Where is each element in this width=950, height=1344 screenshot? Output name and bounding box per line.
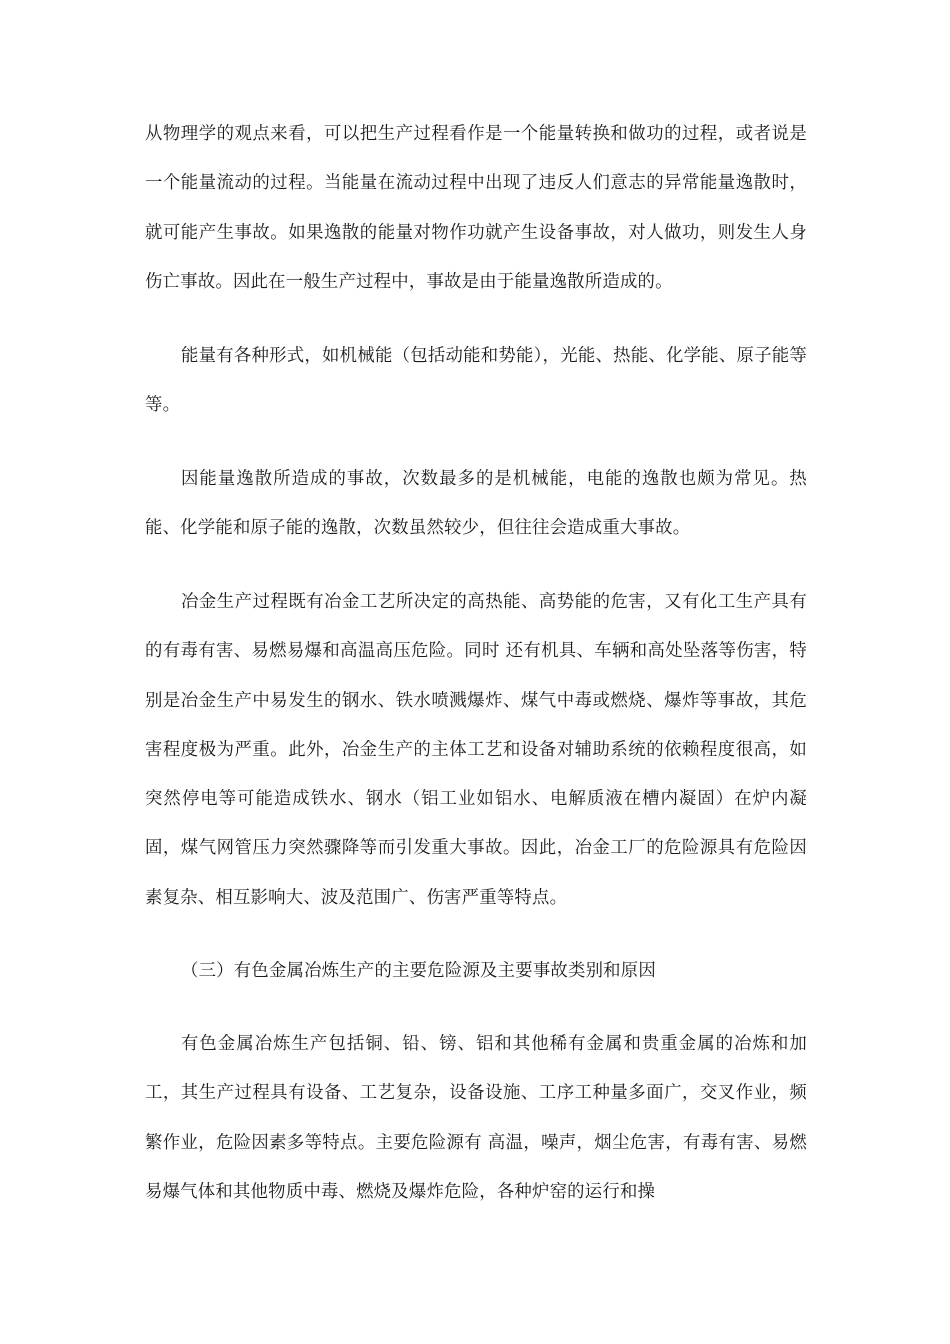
paragraph-accident-frequency: 因能量逸散所造成的事故，次数最多的是机械能，电能的逸散也颇为常见。热能、化学能和原子能的逸散，次数虽然较少，但往往会造成重大事故。 xyxy=(145,469,807,539)
paragraph-energy-flow: 从物理学的观点来看，可以把生产过程看作是一个能量转换和做功的过程，或者说是一个能量流动的过程。当能量在流动过程中出现了违反人们意志的异常能量逸散时，就可能产生事故。如果逸散的能量对物作功就产生设备事故，对人做功，则发生人身伤亡事故。因此在一般生产过程中，事故是由于能量逸散所造成的。 xyxy=(145,124,807,292)
paragraph-nonferrous-smelting: 有色金属冶炼生产包括铜、铅、镑、铝和其他稀有金属和贵重金属的冶炼和加工，其生产过程具有设备、工艺复杂，设备设施、工序工种量多面广，交叉作业，频繁作业，危险因素多等特点。主要危险源有 高温，噪声，烟尘危害，有毒有害、易燃易爆气体和其他物质中毒、燃烧及爆炸危险，各种炉窑的运行和操 xyxy=(145,1034,807,1202)
paragraph-energy-forms: 能量有各种形式，如机械能（包括动能和势能），光能、热能、化学能、原子能等等。 xyxy=(145,346,807,416)
section-heading: （三）有色金属冶炼生产的主要危险源及主要事故类别和原因 xyxy=(181,961,656,981)
paragraph-metallurgy-hazards: 冶金生产过程既有冶金工艺所决定的高热能、高势能的危害，又有化工生产具有的有毒有害、易燃易爆和高温高压危险。同时 还有机具、车辆和高处坠落等伤害，特别是冶金生产中易发生的钢水、铁水喷溅爆炸、煤气中毒或燃烧、爆炸等事故，其危害程度极为严重。此外，冶金生产的主体工艺和设备对辅助系统的依赖程度很高，如突然停电等可能造成铁水、钢水（铝工业如铝水、电解质液在槽内凝固）在炉内凝固，煤气网管压力突然骤降等而引发重大事故。因此，冶金工厂的危险源具有危险因素复杂、相互影响大、波及范围广、伤害严重等特点。 xyxy=(145,592,807,908)
